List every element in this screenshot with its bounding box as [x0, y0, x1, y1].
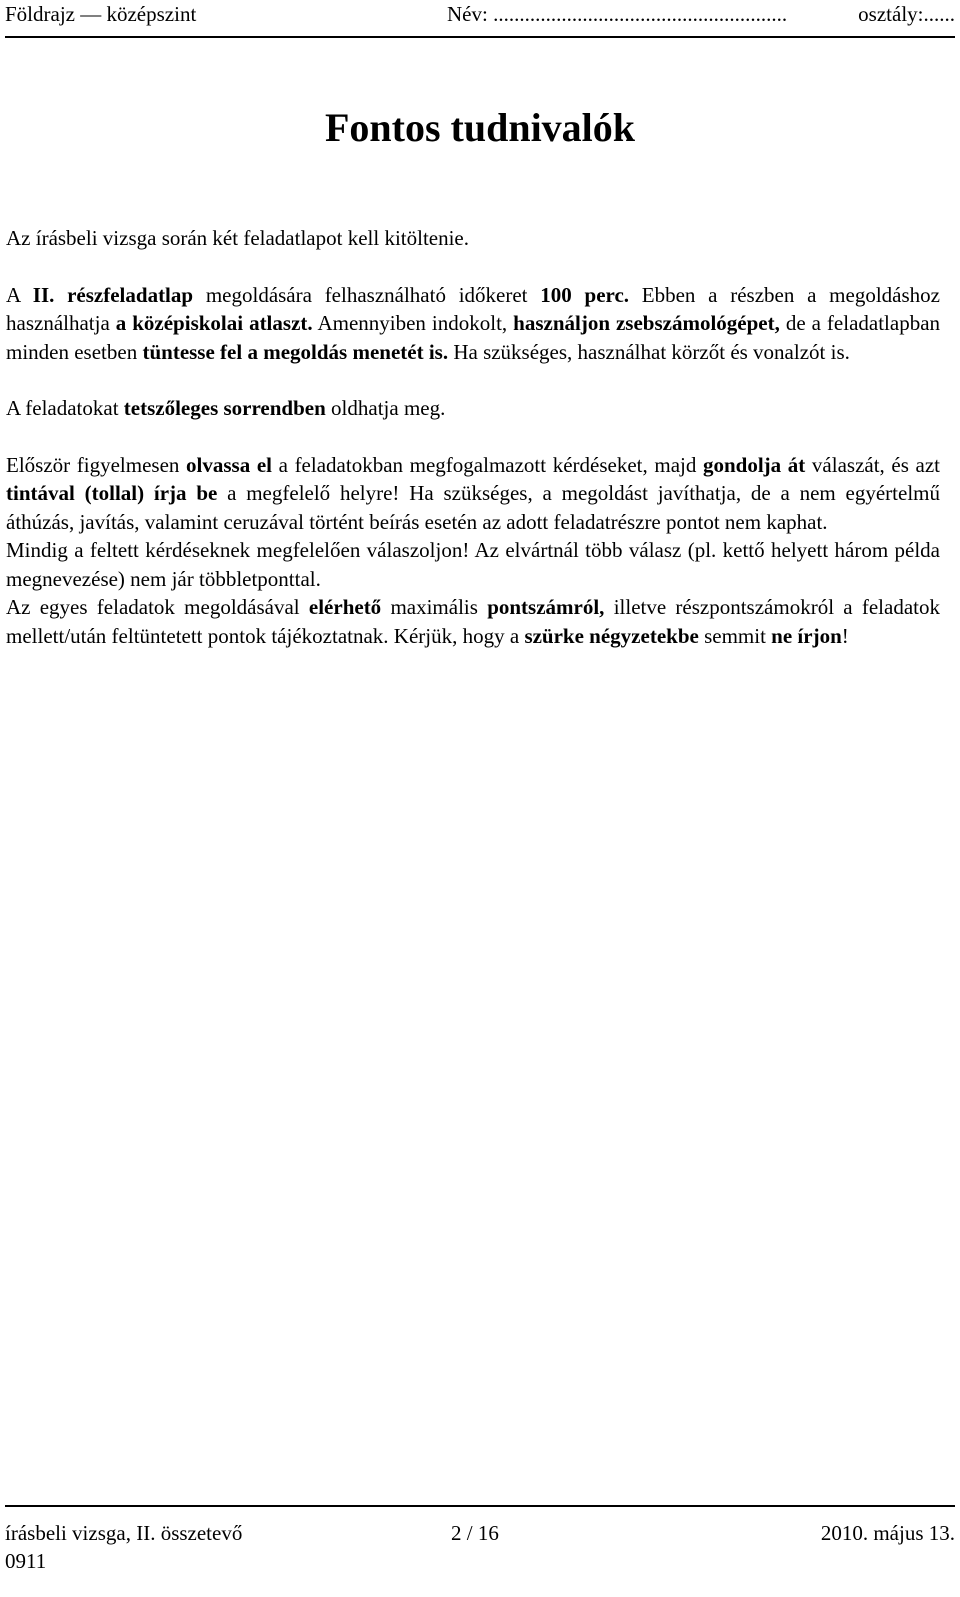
header-name-field: Név: ........................................................: [447, 2, 788, 26]
bold-run: tetszőleges sorrendben: [123, 396, 326, 420]
text-run: megoldására felhasználható időkeret: [193, 282, 541, 307]
text-run: Ha szükséges, használhat körzőt és vonalzót is.: [448, 339, 850, 364]
footer-code: 0911: [5, 1549, 47, 1573]
footer-divider: [5, 1505, 955, 1507]
footer-page-number: 2 / 16: [451, 1521, 499, 1545]
footer-exam-part: írásbeli vizsga, II. összetevő: [5, 1521, 243, 1545]
bold-run: használjon zsebszámológépet,: [513, 311, 780, 335]
text-run: oldhatja meg.: [325, 396, 446, 420]
text-run: !: [841, 623, 849, 648]
bold-run: II. részfeladatlap: [32, 282, 194, 307]
paragraph-order: [6, 394, 940, 423]
text-run: Ebben a részben a megoldáshoz használhatja: [6, 282, 940, 335]
text-run: a megfelelő helyre! Ha szükséges, a megoldást javíthatja, de a nem egyértelmű áthúzás, javítás, valamint ceruzával történt beírás esetén az adott feladatrészre pontot nem kaphat.: [6, 481, 940, 534]
header-class-field: osztály:......: [858, 2, 955, 26]
paragraph-time-tools: [6, 281, 940, 367]
text-run: A feladatokat: [6, 396, 124, 420]
text-run: Amennyiben indokolt,: [312, 311, 514, 335]
bold-run: olvassa el: [186, 452, 272, 477]
footer-date: 2010. május 13.: [820, 1521, 955, 1545]
bold-run: 100 perc.: [540, 282, 630, 307]
bold-run: ne írjon: [771, 623, 842, 648]
text-run: Az egyes feladatok megoldásával: [6, 595, 309, 619]
paragraph-answering: [6, 451, 940, 537]
bold-run: szürke négyzetekbe: [524, 623, 699, 648]
instructions-body: [6, 224, 940, 650]
bold-run: tintával (tollal) írja be: [6, 481, 218, 505]
paragraph-scoring: [6, 593, 940, 650]
text-run: válaszát, és azt: [805, 452, 941, 477]
text-run: maximális: [381, 595, 488, 619]
text-run: de a feladatlapban minden esetben: [6, 311, 941, 364]
header-subject: Földrajz — középszint: [5, 2, 197, 26]
page-header: [5, 0, 955, 28]
text-run: semmit: [698, 623, 772, 648]
header-divider: [5, 36, 955, 38]
bold-run: a középiskolai atlaszt.: [115, 311, 313, 335]
bold-run: pontszámról,: [487, 595, 605, 619]
bold-run: gondolja át: [702, 452, 806, 477]
paragraph-extra-answers: Mindig a feltett kérdéseknek megfelelően válaszoljon! Az elvártnál több válasz (pl. kettő helyett három példa megnevezése) nem jár többletponttal.: [6, 538, 940, 591]
text-run: A: [6, 282, 33, 307]
bold-run: elérhető: [308, 595, 382, 619]
paragraph-intro: Az írásbeli vizsga során két feladatlapot kell kitöltenie.: [6, 226, 470, 250]
page-title: Fontos tudnivalók: [324, 105, 636, 150]
bold-run: tüntesse fel a megoldás menetét is.: [142, 339, 449, 364]
text-run: a feladatokban megfogalmazott kérdéseket, majd: [272, 452, 703, 477]
text-run: illetve részpontszámokról a feladatok mellett/után feltüntetett pontok tájékoztatnak. Kérjük, hogy a: [6, 595, 940, 648]
text-run: Először figyelmesen: [6, 452, 187, 477]
